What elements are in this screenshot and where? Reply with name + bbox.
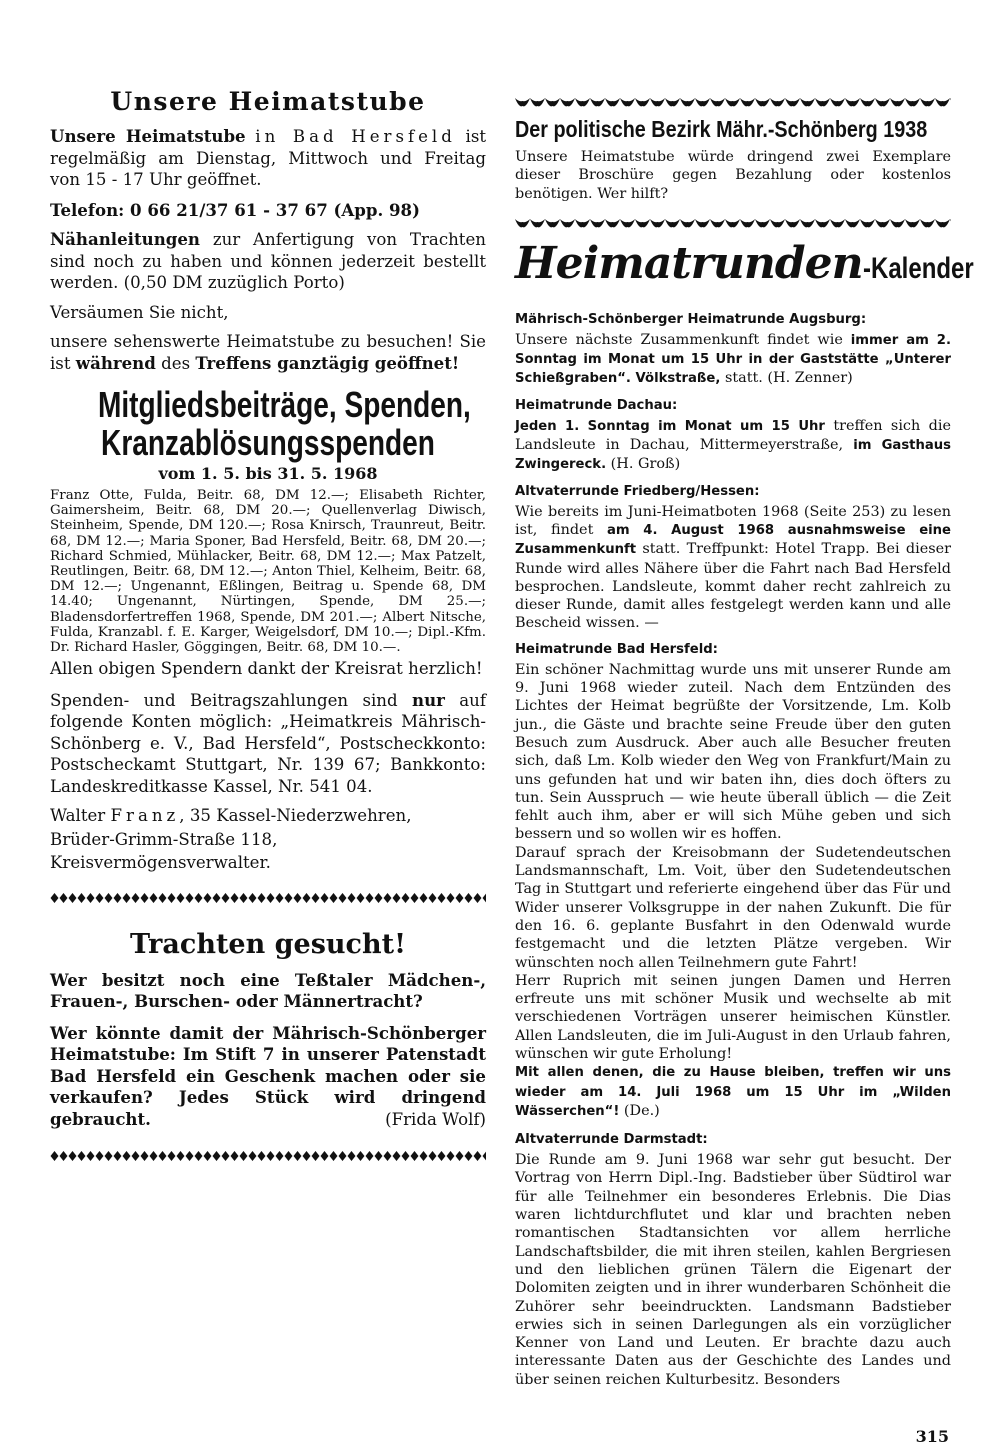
text-segment (246, 127, 256, 146)
text-segment: Wer besitzt noch eine Teßtaler Mädchen-, Frauen-, Burschen- oder Männertracht? (50, 969, 486, 1012)
donations-list (50, 488, 486, 655)
diamond-divider (50, 1150, 486, 1162)
text-segment: zur Anfertigung von Trachten sind noch zu haben und können jederzeit bestellt werden. (0,50 DM zuzüglich Porto) (50, 230, 486, 292)
treasurer-signature (50, 805, 486, 874)
text-segment: Herr Ruprich mit seinen jungen Damen und Herren erfreute uns mit schöner Musik und wechselte ab mit verschiedenen Vorträgen unserer heimischen Künstler. Allen Landsleuten, die im Juli-August in den Urlaub fahren, wünschen wir gute Erholung! (515, 972, 951, 1062)
text-segment: Darauf sprach der Kreisobmann der Sudetendeutschen Landsmannschaft, Lm. Voit, über den Sudetendeutschen Tag in Stuttgart und referierte eingehend über das Für und Wider unserer Volksgruppe in der nahen Zukunft. Die für den 16. 6. geplante Busfahrt in den Odenwald wurde festgemacht und die letzten Plätze vergeben. Wir wünschten noch allen Teilnehmern gute Fahrt! (515, 844, 951, 971)
text-segment: Unsere Heimatstube würde dringend zwei Exemplare dieser Broschüre gegen Bezahlung oder kostenlos benötigen. Wer hilft? (515, 149, 951, 202)
text-segment: Telefon: 0 66 21/37 61 - 37 67 (App. 98) (50, 199, 420, 220)
treasurer-line-2 (50, 829, 486, 851)
text-segment: nur (412, 689, 445, 710)
heimatstube-telephone (50, 200, 486, 222)
hersfeld-paragraph-1 (515, 661, 951, 844)
hersfeld-paragraph-4 (515, 1063, 951, 1121)
donations-thanks (50, 658, 486, 680)
donations-period: vom 1. 5. bis 31. 5. 1968 (158, 464, 378, 483)
augsburg-heading: Mährisch-Schönberger Heimatrunde Augsburg: (515, 311, 867, 327)
dachau-heading: Heimatrunde Dachau: (515, 397, 678, 413)
hersfeld-text (515, 661, 951, 1121)
district-booklet-title: Der politische Bezirk Mähr.-Schönberg 1938 (515, 116, 928, 142)
hersfeld-paragraph-2 (515, 844, 951, 972)
text-segment: Franz (110, 806, 180, 826)
darmstadt-heading: Altvaterrunde Darmstadt: (515, 1132, 708, 1148)
hersfeld-paragraph-3 (515, 972, 951, 1063)
bank-accounts-info (50, 690, 486, 798)
district-booklet-request (515, 148, 951, 203)
text-segment: Wer könnte damit der Mährisch-Schönberger Heimatstube: Im Stift 7 in unserer Patenstadt Bad Hersfeld ein Geschenk machen oder sie verkaufen? Jedes Stück wird dringend gebraucht. (50, 1022, 486, 1129)
text-segment: ist regelmäßig am Dienstag, Mittwoch und Freitag von 15 - 17 Uhr geöffnet. (50, 127, 486, 189)
text-segment: Ein schöner Nachmittag wurde uns mit unserer Runde am 9. Juni 1968 wieder zuteil. Nach dem Entzünden des Lichtes der Heimat begrüßte der Vorsitzende, Lm. Kolb jun., die Gäste und brachte seine Freude über den guten Besuch zum Ausdruck. Aber auch alle Besucher freuten sich, daß Lm. Kolb wieder den Weg von Frankfurt/Main zu uns gefunden hat und wir baten ihn, dies doch öfters zu tun. Sein Ausspruch — wie heute überall üblich — die Zeit fehlt auch ihm, aber er will sich Mühe geben und sich bessern und so wollen wir es hoffen. (515, 661, 951, 843)
costumes-question-2 (50, 1023, 486, 1131)
text-segment: unsere sehenswerte Heimatstube zu besuchen! Sie ist (50, 332, 486, 373)
visit-invitation (50, 331, 486, 374)
treasurer-line-1 (50, 805, 486, 827)
heimatstube-title: Unsere Heimatstube (110, 87, 426, 116)
text-segment: auf folgende Konten möglich: „Heimatkreis Mährisch-Schönberg e. V., Bad Hersfeld“, Postscheckkonto: Postscheckamt Stuttgart, Nr. 139 67; Bankkonto: Landeskreditkasse Kassel, Nr. 541 04. (50, 690, 486, 796)
costumes-wanted-title: Trachten gesucht! (130, 928, 406, 960)
text-segment: im Gasthaus Zwingereck. (515, 438, 951, 473)
text-segment: während (75, 352, 156, 373)
hersfeld-heading: Heimatrunde Bad Hersfeld: (515, 641, 718, 657)
calendar-heading-suffix: -Kalender (862, 251, 974, 285)
text-segment: in Bad Hersfeld (255, 127, 456, 146)
text-segment: Franz Otte, Fulda, Beitr. 68, DM 12.—; Elisabeth Richter, Gaimersheim, Beitr. 68, DM 20.—; Quellenverlag Diwisch, Steinheim, Spende, DM 120.—; Rosa Knirsch, Traunreut, Beitr. 68, DM 12.—; Maria Sponer, Bad Hersfeld, Beitr. 68, DM 20.—; Richard Schmied, Mühlacker, Beitr. 68, DM 12.—; Max Patzelt, Reutlingen, Beitr. 68, DM 12.—; Anton Thiel, Kelheim, Beitr. 68, DM 12.—; Ungenannt, Eßlingen, Beitrag u. Spende 68, DM 14.40; Ungenannt, Nürtingen, Spende, DM 25.—; Bladensdorfertreffen 1968, Spende, DM 201.—; Albert Nitsche, Fulda, Kranzabl. f. E. Karger, Weigelsdorf, DM 10.—; Dipl.-Kfm. Dr. Richard Hasler, Göggingen, Beitr. 68, DM 10.—. (50, 488, 486, 656)
heimatstube-opening-hours (50, 126, 486, 191)
text-segment: Jeden 1. Sonntag im Monat um 15 Uhr (515, 418, 825, 434)
text-segment: statt. (H. Zenner) (720, 370, 853, 387)
donations-heading-line-1: Mitgliedsbeiträge, Spenden, (97, 384, 471, 425)
calendar-heading (515, 235, 974, 303)
text-segment: Wie bereits im Juni-Heimatboten 1968 (Seite 253) zu lesen ist, findet (515, 503, 951, 538)
text-segment: Spenden- und Beitragszahlungen sind (50, 690, 412, 710)
text-segment: immer am 2. Sonntag im Monat um 15 Uhr in der Gaststätte „Unterer Schießgraben“. Völkstraße, (515, 332, 951, 387)
calendar-heading-main: Heimatrunden (515, 237, 863, 289)
right-column (515, 96, 974, 1447)
text-segment: Mit allen denen, die zu Hause bleiben, treffen wir uns wieder am 14. Juli 1968 um 15 Uhr im „Wilden Wässerchen“! (515, 1065, 951, 1119)
left-column (50, 86, 486, 1162)
friedberg-text (515, 503, 951, 633)
text-segment: Unsere nächste Zusammenkunft findet wie (515, 331, 851, 348)
sewing-instructions-note (50, 229, 486, 294)
text-segment: Nähanleitungen (50, 229, 200, 249)
text-segment: des (155, 353, 196, 373)
text-segment: Die Runde am 9. Juni 1968 war sehr gut besucht. Der Vortrag von Herrn Dipl.-Ing. Badstieber über Südtirol war für alle Teilnehmer ein besonderes Erlebnis. Die Dias waren lichtdurchflutet und klar und brachten neben romantischen Stadtansichten vor allem herrliche Landschaftsbilder, die mit ihren steilen, kahlen Bergriesen und den lieblichen grünen Tälern die Eigenart der Dolomiten zeigten und in ihrer wunderbaren Schönheit die Zuhörer sehr beeindruckten. Landsmann Badstieber erwies sich in seinen Darlegungen als ein vorzüglicher Kenner von Land und Leuten. Er brachte dazu auch interessante Daten aus der Geschichte des Landes und über seinen reichen Kulturbesitz. Besonders (515, 1152, 951, 1388)
costumes-question-1 (50, 970, 486, 1013)
darmstadt-text (515, 1151, 951, 1389)
wave-divider (515, 96, 951, 108)
text-segment: Walter (50, 806, 111, 826)
text-segment: , 35 Kassel-Niederzwehren, (179, 806, 412, 826)
costumes-author: (Frida Wolf) (385, 1109, 486, 1129)
friedberg-heading: Altvaterrunde Friedberg/Hessen: (515, 483, 760, 499)
text-segment: (H. Groß) (606, 456, 681, 473)
diamond-divider (50, 892, 486, 904)
text-segment: am 4. August 1968 ausnahmsweise eine Zusammenkunft (515, 522, 952, 558)
text-segment: Treffens ganztägig geöffnet! (195, 352, 460, 373)
text-segment: treffen sich die Landsleute in Dachau, Mittermeyerstraße, (515, 417, 951, 454)
dachau-text (515, 417, 951, 475)
text-segment: Allen obigen Spendern dankt der Kreisrat herzlich! (50, 659, 483, 679)
text-segment: Unsere Heimatstube (50, 126, 246, 146)
wave-divider (515, 217, 951, 229)
page-number: 315 (915, 1427, 949, 1447)
text-segment: Brüder-Grimm-Straße 118, (50, 829, 278, 849)
reminder-line (50, 302, 486, 324)
text-segment: statt. Treffpunkt: Hotel Trapp. Bei dieser Runde wird alles Nähere über die Fahrt nach Bad Hersfeld besprochen. Landsleute, kommt daher recht zahlreich zu dieser Runde, damit alles festgelegt werden kann und alle Bescheid wissen. — (515, 541, 951, 632)
text-segment: Versäumen Sie nicht, (50, 302, 229, 322)
text-segment: (De.) (619, 1102, 660, 1119)
augsburg-text (515, 331, 951, 389)
text-segment: Kreisvermögensverwalter. (50, 853, 271, 873)
donations-heading-line-2: Kranzablösungsspenden (101, 422, 435, 463)
treasurer-line-3 (50, 852, 486, 874)
